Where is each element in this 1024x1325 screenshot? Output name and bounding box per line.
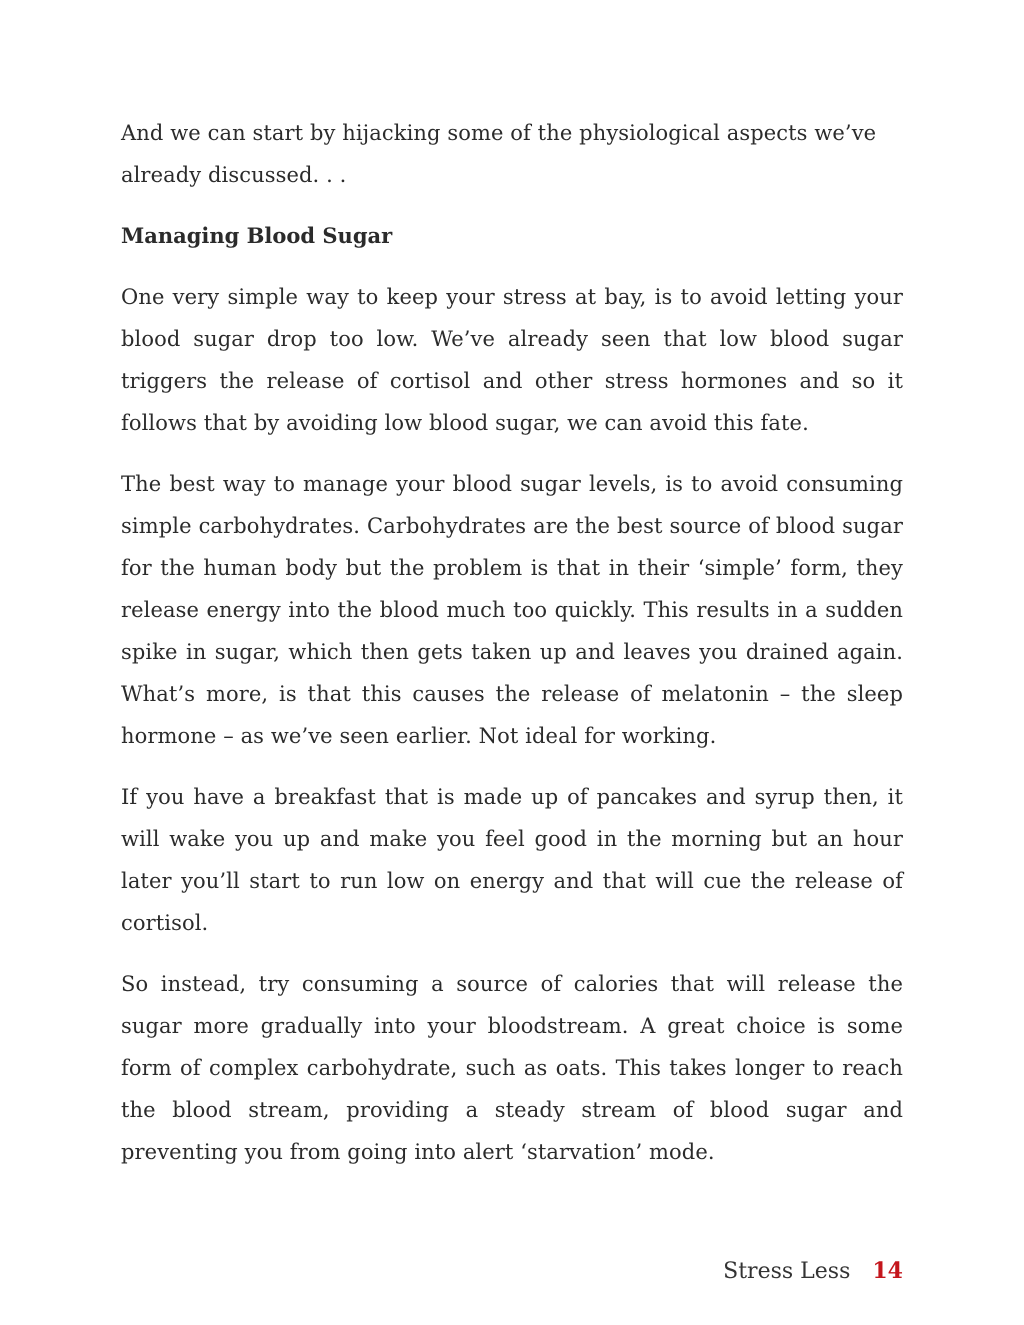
body-paragraph-1: One very simple way to keep your stress at bay, is to avoid letting your blood sugar drop too low. We’ve already seen that low blood sugar triggers the release of cortisol and other stress hormones and so it follows that by avoiding low blood sugar, we can avoid this fate. [121,285,903,435]
body-paragraph-4: So instead, try consuming a source of calories that will release the sugar more gradually into your bloodstream. A great choice is some form of complex carbohydrate, such as oats. This takes longer to reach the blood stream, providing a steady stream of blood sugar and preventing you from going into alert ‘starvation’ mode. [121,972,903,1164]
intro-paragraph: And we can start by hijacking some of the physiological aspects we’ve already discussed. . . [121,121,877,187]
section-heading: Managing Blood Sugar [121,223,393,248]
body-paragraph-2: The best way to manage your blood sugar levels, is to avoid consuming simple carbohydrates. Carbohydrates are the best source of blood sugar for the human body but the problem is that in their ‘simple’ form, they release energy into the blood much too quickly. This results in a sudden spike in sugar, which then gets taken up and leaves you drained again. What’s more, is that this causes the release of melatonin – the sleep hormone – as we’ve seen earlier. Not ideal for working. [121,472,903,748]
footer-page-number: 14 [872,1258,903,1284]
page-footer [723,1253,903,1290]
body-paragraph-3: If you have a breakfast that is made up of pancakes and syrup then, it will wake you up and make you feel good in the morning but an hour later you’ll start to run low on energy and that will cue the release of cortisol. [121,785,903,935]
footer-book-title: Stress Less [723,1259,851,1284]
page-content [121,112,903,1192]
